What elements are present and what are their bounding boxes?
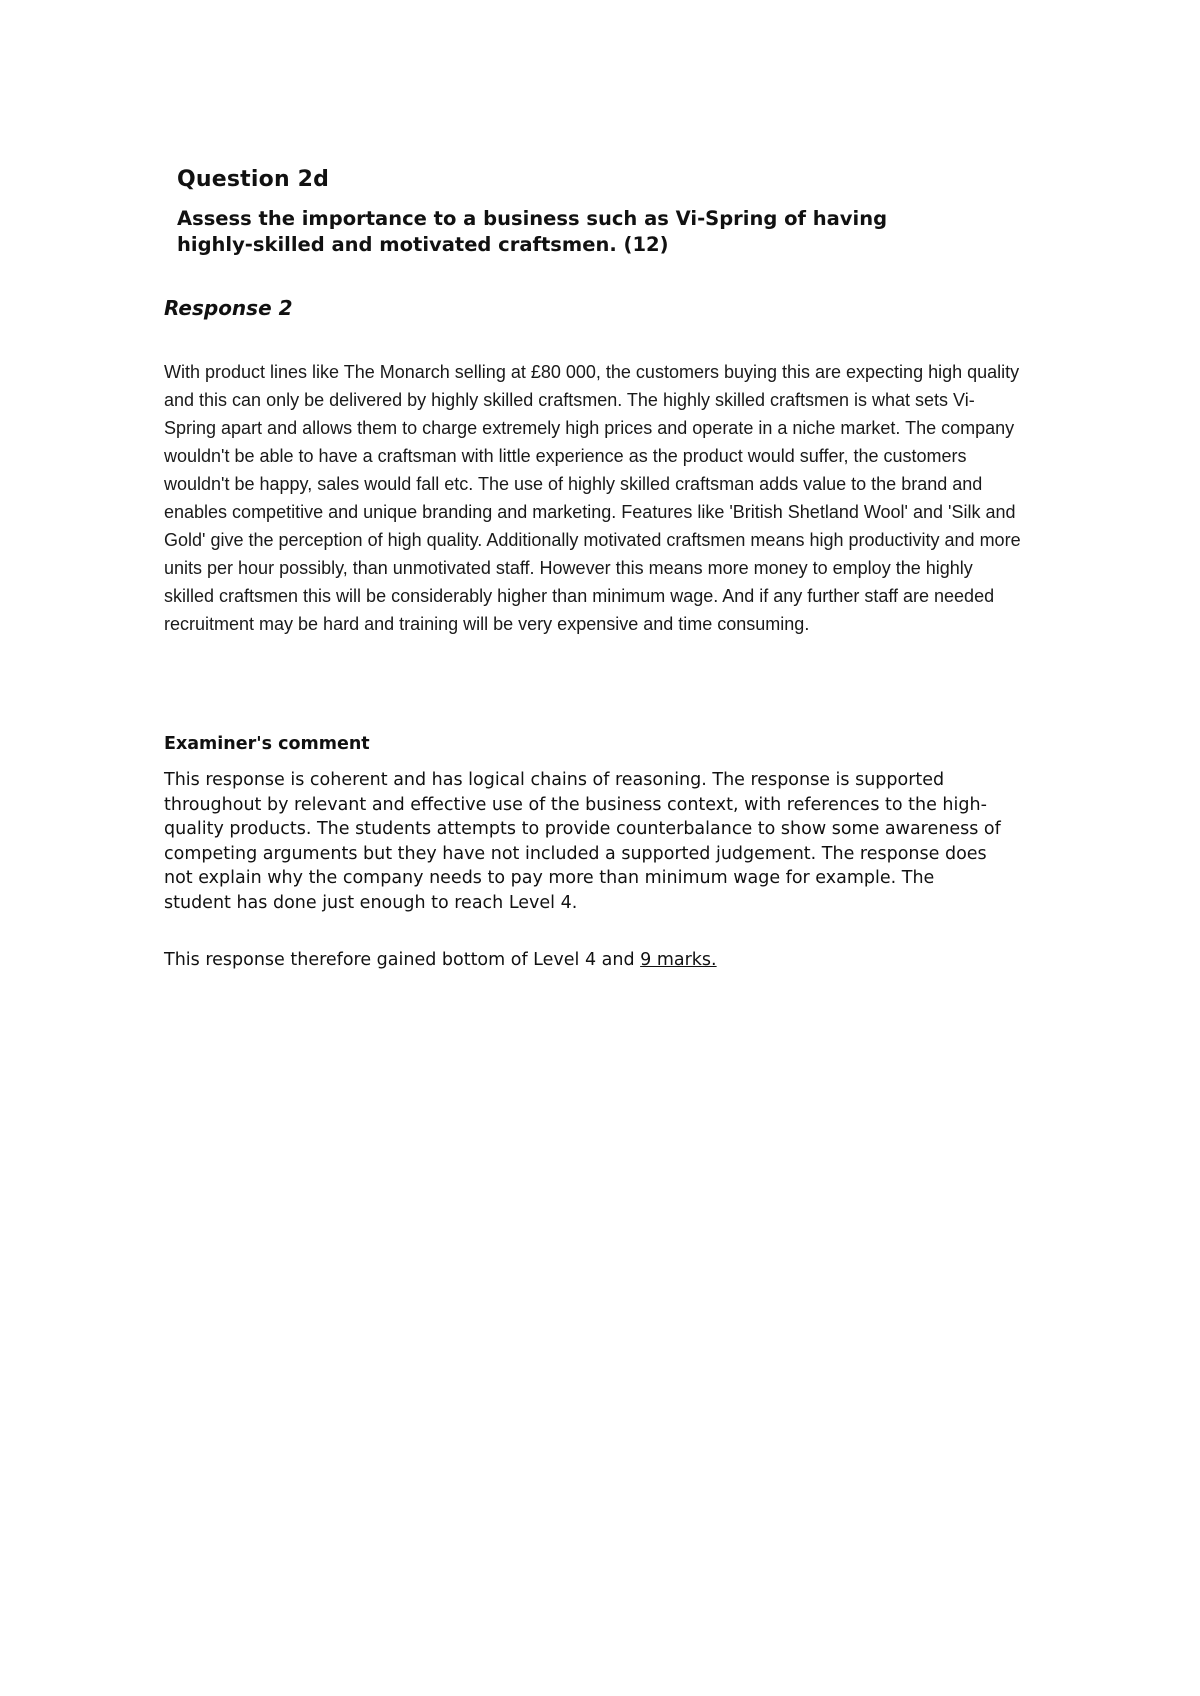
response-title: Response 2 bbox=[164, 296, 293, 320]
examiner-comment-title: Examiner's comment bbox=[164, 734, 370, 754]
marks-awarded: 9 marks. bbox=[640, 950, 717, 970]
examiner-comment-body: This response is coherent and has logical chains of reasoning. The response is supported throughout by relevant and effective use of the business context, with references to the high-quality products. The students attempts to provide counterbalance to show some awareness of competing arguments but they have not included a supported judgement. The response does not explain why the company needs to pay more than minimum wage for example. The student has done just enough to reach Level 4. bbox=[164, 770, 1001, 913]
examiner-conclusion bbox=[164, 948, 1004, 973]
question-prompt: Assess the importance to a business such as Vi-Spring of having highly-skilled and motivated craftsmen. (12) bbox=[177, 207, 888, 256]
question-title: Question 2d bbox=[177, 167, 330, 192]
response-body: With product lines like The Monarch selling at £80 000, the customers buying this are expecting high quality and this can only be delivered by highly skilled craftsmen. The highly skilled craftsmen is what sets Vi-Spring apart and allows them to charge extremely high prices and operate in a niche market. The company wouldn't be able to have a craftsman with little experience as the product would suffer, the customers wouldn't be happy, sales would fall etc. The use of highly skilled craftsman adds value to the brand and enables competitive and unique branding and marketing. Features like 'British Shetland Wool' and 'Silk and Gold' give the perception of high quality. Additionally motivated craftsmen means high productivity and more units per hour possibly, than unmotivated staff. However this means more money to employ the highly skilled craftsmen this will be considerably higher than minimum wage. And if any further staff are needed recruitment may be hard and training will be very expensive and time consuming. bbox=[164, 362, 1021, 634]
conclusion-text: This response therefore gained bottom of Level 4 and bbox=[164, 950, 641, 970]
